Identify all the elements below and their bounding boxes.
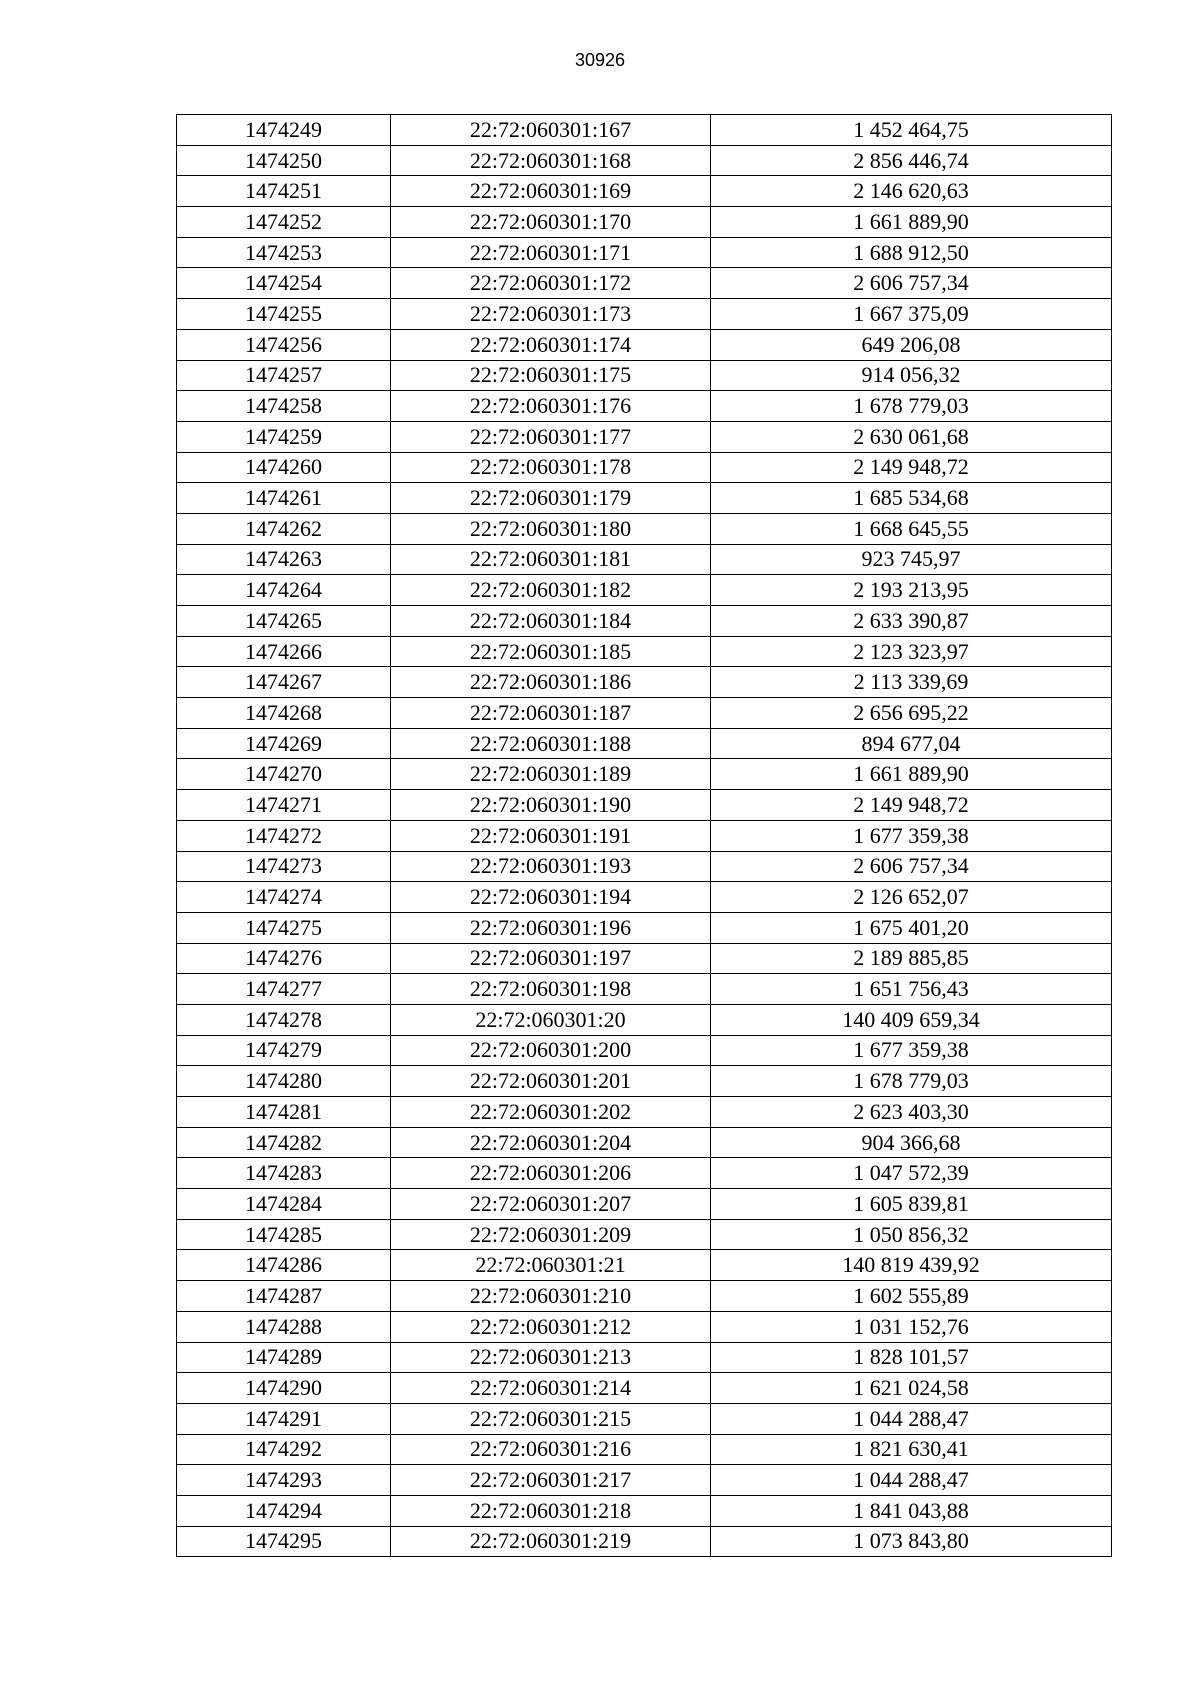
cadastral-value-cell: 649 206,08 [711,329,1112,360]
row-number-cell: 1474279 [177,1035,391,1066]
cadastral-number-cell: 22:72:060301:201 [391,1066,711,1097]
cadastral-number-cell: 22:72:060301:194 [391,882,711,913]
table-row [177,1250,1112,1281]
cadastral-value-cell: 1 688 912,50 [711,237,1112,268]
row-number-cell: 1474271 [177,790,391,821]
cadastral-value-cell: 914 056,32 [711,360,1112,391]
cadastral-number-cell: 22:72:060301:182 [391,575,711,606]
row-number-cell: 1474251 [177,176,391,207]
cadastral-number-cell: 22:72:060301:213 [391,1342,711,1373]
cadastral-value-cell: 2 606 757,34 [711,851,1112,882]
cadastral-value-cell: 2 126 652,07 [711,882,1112,913]
cadastral-value-cell: 1 667 375,09 [711,299,1112,330]
row-number-cell: 1474281 [177,1097,391,1128]
table-row [177,1127,1112,1158]
cadastral-value-cell: 2 656 695,22 [711,698,1112,729]
table-row [177,1004,1112,1035]
row-number-cell: 1474252 [177,207,391,238]
row-number-cell: 1474278 [177,1004,391,1035]
cadastral-number-cell: 22:72:060301:215 [391,1403,711,1434]
cadastral-number-cell: 22:72:060301:214 [391,1373,711,1404]
cadastral-value-cell: 1 050 856,32 [711,1219,1112,1250]
cadastral-number-cell: 22:72:060301:219 [391,1526,711,1557]
table-row [177,360,1112,391]
table-row [177,759,1112,790]
row-number-cell: 1474262 [177,513,391,544]
cadastral-value-cell: 894 677,04 [711,728,1112,759]
cadastral-value-cell: 2 123 323,97 [711,636,1112,667]
row-number-cell: 1474275 [177,912,391,943]
cadastral-value-cell: 2 149 948,72 [711,790,1112,821]
cadastral-value-cell: 140 409 659,34 [711,1004,1112,1035]
cadastral-number-cell: 22:72:060301:196 [391,912,711,943]
cadastral-value-cell: 1 621 024,58 [711,1373,1112,1404]
row-number-cell: 1474282 [177,1127,391,1158]
table-row [177,1403,1112,1434]
cadastral-value-cell: 923 745,97 [711,544,1112,575]
row-number-cell: 1474280 [177,1066,391,1097]
cadastral-value-cell: 1 675 401,20 [711,912,1112,943]
row-number-cell: 1474260 [177,452,391,483]
cadastral-number-cell: 22:72:060301:207 [391,1189,711,1220]
table-row [177,1434,1112,1465]
cadastral-value-cell: 904 366,68 [711,1127,1112,1158]
cadastral-number-cell: 22:72:060301:217 [391,1465,711,1496]
table-row [177,698,1112,729]
table-row [177,421,1112,452]
cadastral-number-cell: 22:72:060301:172 [391,268,711,299]
cadastral-value-cell: 2 193 213,95 [711,575,1112,606]
table-row [177,513,1112,544]
cadastral-number-cell: 22:72:060301:209 [391,1219,711,1250]
row-number-cell: 1474274 [177,882,391,913]
row-number-cell: 1474266 [177,636,391,667]
cadastral-value-cell: 1 031 152,76 [711,1311,1112,1342]
cadastral-value-cell: 1 452 464,75 [711,115,1112,146]
cadastral-number-cell: 22:72:060301:171 [391,237,711,268]
cadastral-value-cell: 140 819 439,92 [711,1250,1112,1281]
row-number-cell: 1474273 [177,851,391,882]
cadastral-value-cell: 1 047 572,39 [711,1158,1112,1189]
row-number-cell: 1474259 [177,421,391,452]
cadastral-value-cell: 2 113 339,69 [711,667,1112,698]
cadastral-number-cell: 22:72:060301:170 [391,207,711,238]
cadastral-value-cell: 1 661 889,90 [711,207,1112,238]
cadastral-number-cell: 22:72:060301:204 [391,1127,711,1158]
cadastral-number-cell: 22:72:060301:193 [391,851,711,882]
cadastral-value-cell: 1 602 555,89 [711,1281,1112,1312]
cadastral-value-cell: 1 685 534,68 [711,483,1112,514]
cadastral-number-cell: 22:72:060301:189 [391,759,711,790]
row-number-cell: 1474293 [177,1465,391,1496]
table-row [177,1158,1112,1189]
cadastral-value-cell: 1 678 779,03 [711,391,1112,422]
row-number-cell: 1474253 [177,237,391,268]
cadastral-number-cell: 22:72:060301:187 [391,698,711,729]
table-row [177,115,1112,146]
cadastral-value-cell: 1 668 645,55 [711,513,1112,544]
cadastral-number-cell: 22:72:060301:212 [391,1311,711,1342]
row-number-cell: 1474269 [177,728,391,759]
table-row [177,820,1112,851]
row-number-cell: 1474268 [177,698,391,729]
cadastral-number-cell: 22:72:060301:20 [391,1004,711,1035]
row-number-cell: 1474287 [177,1281,391,1312]
table-row [177,1526,1112,1557]
table-row [177,575,1112,606]
cadastral-number-cell: 22:72:060301:184 [391,606,711,637]
cadastral-number-cell: 22:72:060301:177 [391,421,711,452]
row-number-cell: 1474277 [177,974,391,1005]
row-number-cell: 1474283 [177,1158,391,1189]
table-row [177,483,1112,514]
cadastral-number-cell: 22:72:060301:188 [391,728,711,759]
table-row [177,606,1112,637]
table-row [177,391,1112,422]
row-number-cell: 1474255 [177,299,391,330]
row-number-cell: 1474294 [177,1495,391,1526]
table-row [177,268,1112,299]
table-row [177,207,1112,238]
cadastral-number-cell: 22:72:060301:210 [391,1281,711,1312]
cadastral-value-cell: 2 630 061,68 [711,421,1112,452]
row-number-cell: 1474250 [177,145,391,176]
table-row [177,1097,1112,1128]
table-row [177,1342,1112,1373]
table-body [177,115,1112,1557]
row-number-cell: 1474284 [177,1189,391,1220]
row-number-cell: 1474272 [177,820,391,851]
table-row [177,145,1112,176]
cadastral-number-cell: 22:72:060301:167 [391,115,711,146]
page-number: 30926 [574,50,626,70]
row-number-cell: 1474249 [177,115,391,146]
cadastral-number-cell: 22:72:060301:197 [391,943,711,974]
cadastral-number-cell: 22:72:060301:198 [391,974,711,1005]
cadastral-value-cell: 1 821 630,41 [711,1434,1112,1465]
table-row [177,452,1112,483]
table-row [177,544,1112,575]
table-row [177,882,1112,913]
table-row [177,974,1112,1005]
cadastral-number-cell: 22:72:060301:216 [391,1434,711,1465]
row-number-cell: 1474285 [177,1219,391,1250]
cadastral-number-cell: 22:72:060301:202 [391,1097,711,1128]
cadastral-number-cell: 22:72:060301:191 [391,820,711,851]
table-row [177,943,1112,974]
table-row [177,790,1112,821]
row-number-cell: 1474263 [177,544,391,575]
table-row [177,912,1112,943]
cadastral-value-cell: 2 189 885,85 [711,943,1112,974]
cadastral-value-cell: 2 149 948,72 [711,452,1112,483]
cadastral-value-table [176,114,1112,1557]
table-row [177,1495,1112,1526]
row-number-cell: 1474286 [177,1250,391,1281]
cadastral-value-cell: 1 073 843,80 [711,1526,1112,1557]
cadastral-number-cell: 22:72:060301:173 [391,299,711,330]
table-row [177,851,1112,882]
cadastral-number-cell: 22:72:060301:185 [391,636,711,667]
cadastral-number-cell: 22:72:060301:168 [391,145,711,176]
cadastral-value-cell: 2 856 446,74 [711,145,1112,176]
cadastral-value-cell: 2 146 620,63 [711,176,1112,207]
row-number-cell: 1474290 [177,1373,391,1404]
table-row [177,667,1112,698]
table-row [177,1281,1112,1312]
cadastral-value-cell: 1 678 779,03 [711,1066,1112,1097]
table-row [177,1035,1112,1066]
table-row [177,176,1112,207]
table-row [177,728,1112,759]
cadastral-number-cell: 22:72:060301:174 [391,329,711,360]
row-number-cell: 1474265 [177,606,391,637]
row-number-cell: 1474289 [177,1342,391,1373]
cadastral-number-cell: 22:72:060301:181 [391,544,711,575]
row-number-cell: 1474264 [177,575,391,606]
cadastral-number-cell: 22:72:060301:186 [391,667,711,698]
cadastral-number-cell: 22:72:060301:178 [391,452,711,483]
cadastral-number-cell: 22:72:060301:169 [391,176,711,207]
row-number-cell: 1474270 [177,759,391,790]
cadastral-number-cell: 22:72:060301:21 [391,1250,711,1281]
table-row [177,1465,1112,1496]
table-row [177,1066,1112,1097]
cadastral-number-cell: 22:72:060301:175 [391,360,711,391]
table-row [177,237,1112,268]
table-row [177,299,1112,330]
cadastral-value-cell: 2 606 757,34 [711,268,1112,299]
row-number-cell: 1474295 [177,1526,391,1557]
row-number-cell: 1474256 [177,329,391,360]
cadastral-value-cell: 2 623 403,30 [711,1097,1112,1128]
cadastral-number-cell: 22:72:060301:176 [391,391,711,422]
cadastral-value-cell: 1 044 288,47 [711,1403,1112,1434]
cadastral-value-cell: 1 651 756,43 [711,974,1112,1005]
cadastral-value-cell: 1 044 288,47 [711,1465,1112,1496]
row-number-cell: 1474292 [177,1434,391,1465]
cadastral-number-cell: 22:72:060301:218 [391,1495,711,1526]
row-number-cell: 1474258 [177,391,391,422]
cadastral-value-cell: 1 828 101,57 [711,1342,1112,1373]
row-number-cell: 1474261 [177,483,391,514]
cadastral-value-cell: 1 841 043,88 [711,1495,1112,1526]
table-row [177,1219,1112,1250]
table-row [177,1311,1112,1342]
cadastral-value-cell: 1 677 359,38 [711,1035,1112,1066]
table-row [177,1373,1112,1404]
cadastral-number-cell: 22:72:060301:180 [391,513,711,544]
row-number-cell: 1474291 [177,1403,391,1434]
table-row [177,329,1112,360]
cadastral-value-cell: 2 633 390,87 [711,606,1112,637]
cadastral-value-cell: 1 677 359,38 [711,820,1112,851]
table-row [177,1189,1112,1220]
cadastral-value-cell: 1 661 889,90 [711,759,1112,790]
cadastral-number-cell: 22:72:060301:200 [391,1035,711,1066]
cadastral-number-cell: 22:72:060301:179 [391,483,711,514]
row-number-cell: 1474257 [177,360,391,391]
row-number-cell: 1474276 [177,943,391,974]
row-number-cell: 1474254 [177,268,391,299]
cadastral-number-cell: 22:72:060301:190 [391,790,711,821]
cadastral-number-cell: 22:72:060301:206 [391,1158,711,1189]
table-row [177,636,1112,667]
cadastral-value-cell: 1 605 839,81 [711,1189,1112,1220]
row-number-cell: 1474267 [177,667,391,698]
row-number-cell: 1474288 [177,1311,391,1342]
